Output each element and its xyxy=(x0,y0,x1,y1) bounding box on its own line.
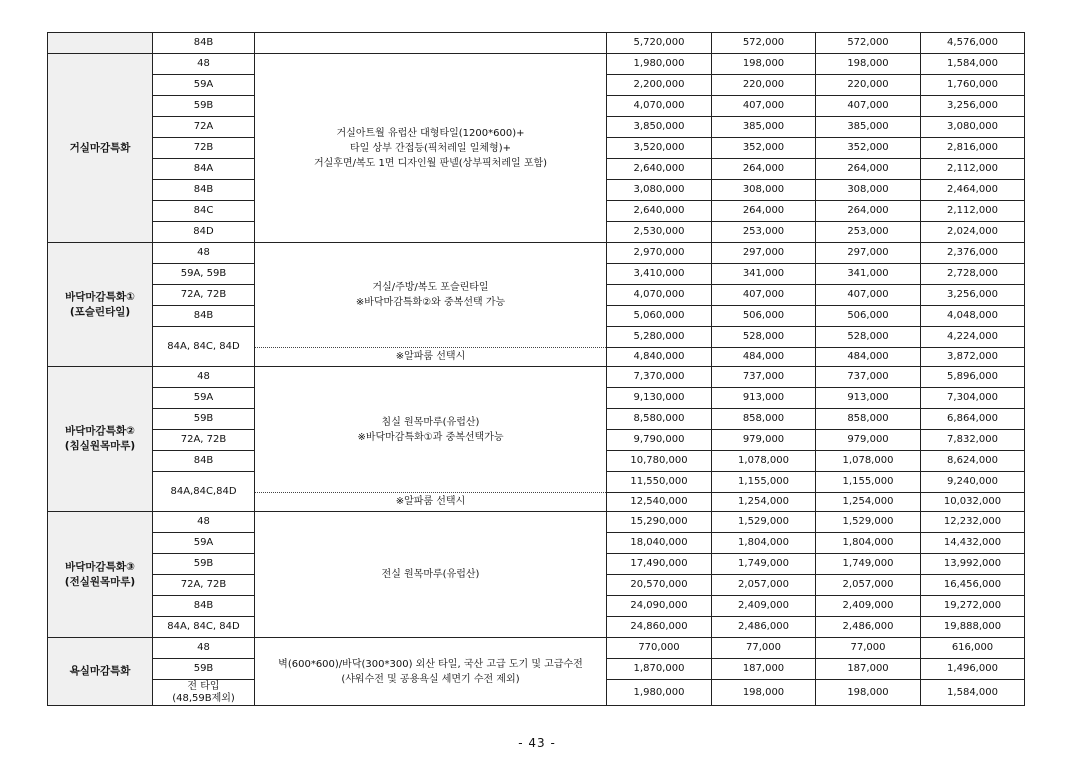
price-cell: 858,000 xyxy=(712,409,816,430)
price-cell: 2,816,000 xyxy=(921,138,1025,159)
price-cell: 528,000 xyxy=(816,327,921,348)
price-cell: 1,749,000 xyxy=(816,554,921,575)
price-cell: 9,130,000 xyxy=(607,388,712,409)
price-cell: 1,155,000 xyxy=(816,472,921,493)
price-cell: 198,000 xyxy=(712,54,816,75)
price-cell: 1,078,000 xyxy=(816,451,921,472)
price-cell: 1,254,000 xyxy=(712,493,816,512)
price-cell: 2,464,000 xyxy=(921,180,1025,201)
price-cell: 2,200,000 xyxy=(607,75,712,96)
price-cell: 187,000 xyxy=(712,659,816,680)
price-cell: 8,624,000 xyxy=(921,451,1025,472)
unit-type-cell: 전 타입 (48,59B제외) xyxy=(153,680,255,706)
item-description xyxy=(255,512,607,638)
price-cell: 2,057,000 xyxy=(816,575,921,596)
price-cell: 2,112,000 xyxy=(921,201,1025,222)
price-cell: 4,840,000 xyxy=(607,348,712,367)
description-line: (샤워수전 및 공용욕실 세면기 수전 제외) xyxy=(341,673,520,685)
price-cell: 2,057,000 xyxy=(712,575,816,596)
price-cell: 14,432,000 xyxy=(921,533,1025,554)
price-cell: 1,584,000 xyxy=(921,54,1025,75)
price-cell: 2,024,000 xyxy=(921,222,1025,243)
price-cell: 12,232,000 xyxy=(921,512,1025,533)
price-cell: 341,000 xyxy=(816,264,921,285)
price-cell: 5,280,000 xyxy=(607,327,712,348)
price-cell: 385,000 xyxy=(816,117,921,138)
unit-type-cell: 59B xyxy=(153,554,255,575)
price-cell: 913,000 xyxy=(816,388,921,409)
price-cell: 308,000 xyxy=(816,180,921,201)
price-cell: 198,000 xyxy=(816,54,921,75)
table-row xyxy=(48,367,1025,388)
price-cell: 385,000 xyxy=(712,117,816,138)
table-row xyxy=(48,638,1025,659)
unit-type-cell: 48 xyxy=(153,54,255,75)
item-description xyxy=(255,54,607,243)
price-cell: 352,000 xyxy=(712,138,816,159)
price-cell: 7,370,000 xyxy=(607,367,712,388)
description-line: 거실아트월 유럽산 대형타일(1200*600)+ xyxy=(336,127,525,139)
category-cell: 바닥마감특화① (포슬린타일) xyxy=(48,243,153,367)
table-row xyxy=(48,33,1025,54)
unit-type-cell: 59A xyxy=(153,533,255,554)
price-cell: 1,980,000 xyxy=(607,54,712,75)
price-cell: 572,000 xyxy=(816,33,921,54)
price-cell: 1,155,000 xyxy=(712,472,816,493)
price-cell: 198,000 xyxy=(712,680,816,706)
price-cell: 528,000 xyxy=(712,327,816,348)
price-cell: 24,860,000 xyxy=(607,617,712,638)
category-cell: 바닥마감특화③ (전실원목마루) xyxy=(48,512,153,638)
price-cell: 737,000 xyxy=(816,367,921,388)
category-cell: 욕실마감특화 xyxy=(48,638,153,706)
table-row xyxy=(48,243,1025,264)
item-description xyxy=(255,367,607,493)
price-cell: 253,000 xyxy=(712,222,816,243)
price-cell: 979,000 xyxy=(712,430,816,451)
price-cell: 264,000 xyxy=(816,201,921,222)
price-cell: 24,090,000 xyxy=(607,596,712,617)
price-cell: 407,000 xyxy=(712,285,816,306)
price-cell: 2,640,000 xyxy=(607,201,712,222)
description-line: 타일 상부 간접등(픽처레일 일체형)+ xyxy=(350,142,511,154)
table-row xyxy=(48,54,1025,75)
price-cell: 220,000 xyxy=(712,75,816,96)
price-cell: 19,888,000 xyxy=(921,617,1025,638)
price-cell: 770,000 xyxy=(607,638,712,659)
price-cell: 5,720,000 xyxy=(607,33,712,54)
price-cell: 2,530,000 xyxy=(607,222,712,243)
price-cell: 484,000 xyxy=(816,348,921,367)
item-description xyxy=(255,638,607,706)
price-cell: 1,584,000 xyxy=(921,680,1025,706)
price-cell: 264,000 xyxy=(712,159,816,180)
price-cell: 5,060,000 xyxy=(607,306,712,327)
price-cell: 506,000 xyxy=(712,306,816,327)
description-line: ※바닥마감특화②와 중복선택 가능 xyxy=(355,297,506,308)
unit-type-cell: 59A xyxy=(153,75,255,96)
category-cell xyxy=(48,33,153,54)
price-cell: 10,032,000 xyxy=(921,493,1025,512)
price-cell: 297,000 xyxy=(816,243,921,264)
price-cell: 1,496,000 xyxy=(921,659,1025,680)
price-cell: 264,000 xyxy=(816,159,921,180)
price-cell: 1,529,000 xyxy=(712,512,816,533)
price-cell: 858,000 xyxy=(816,409,921,430)
price-cell: 4,576,000 xyxy=(921,33,1025,54)
price-cell: 308,000 xyxy=(712,180,816,201)
price-cell: 297,000 xyxy=(712,243,816,264)
price-cell: 198,000 xyxy=(816,680,921,706)
price-cell: 2,409,000 xyxy=(816,596,921,617)
price-cell: 20,570,000 xyxy=(607,575,712,596)
category-cell: 바닥마감특화② (침실원목마루) xyxy=(48,367,153,512)
description-line: 침실 원목마루(유럽산) xyxy=(381,416,480,428)
unit-type-cell: 48 xyxy=(153,512,255,533)
price-cell: 2,486,000 xyxy=(712,617,816,638)
price-cell: 484,000 xyxy=(712,348,816,367)
unit-type-cell: 84A, 84C, 84D xyxy=(153,617,255,638)
price-cell: 1,254,000 xyxy=(816,493,921,512)
price-cell: 9,240,000 xyxy=(921,472,1025,493)
page-number: - 43 - xyxy=(518,736,556,750)
price-cell: 1,980,000 xyxy=(607,680,712,706)
price-cell: 13,992,000 xyxy=(921,554,1025,575)
unit-type-cell: 84B xyxy=(153,180,255,201)
unit-type-cell: 48 xyxy=(153,243,255,264)
price-cell: 3,520,000 xyxy=(607,138,712,159)
price-cell: 10,780,000 xyxy=(607,451,712,472)
price-cell: 4,048,000 xyxy=(921,306,1025,327)
price-cell: 3,256,000 xyxy=(921,96,1025,117)
price-cell: 220,000 xyxy=(816,75,921,96)
unit-type-cell: 59B xyxy=(153,659,255,680)
unit-type-cell: 72A, 72B xyxy=(153,430,255,451)
price-cell: 1,870,000 xyxy=(607,659,712,680)
price-cell: 8,580,000 xyxy=(607,409,712,430)
price-cell: 341,000 xyxy=(712,264,816,285)
description-line: 거실/주방/복도 포슬린타일 xyxy=(372,282,489,293)
price-cell: 5,896,000 xyxy=(921,367,1025,388)
price-cell: 264,000 xyxy=(712,201,816,222)
price-cell: 17,490,000 xyxy=(607,554,712,575)
price-cell: 1,529,000 xyxy=(816,512,921,533)
price-cell: 7,832,000 xyxy=(921,430,1025,451)
price-cell: 572,000 xyxy=(712,33,816,54)
price-cell: 407,000 xyxy=(712,96,816,117)
unit-type-cell: 59B xyxy=(153,409,255,430)
price-cell: 2,409,000 xyxy=(712,596,816,617)
price-cell: 15,290,000 xyxy=(607,512,712,533)
price-cell: 2,728,000 xyxy=(921,264,1025,285)
unit-type-cell: 84D xyxy=(153,222,255,243)
unit-type-cell: 84C xyxy=(153,201,255,222)
unit-type-cell: 84B xyxy=(153,33,255,54)
price-cell: 3,850,000 xyxy=(607,117,712,138)
price-cell: 4,070,000 xyxy=(607,285,712,306)
description-line: 전실 원목마루(유럽산) xyxy=(381,569,480,580)
price-cell: 2,640,000 xyxy=(607,159,712,180)
option-price-table xyxy=(47,32,1025,706)
unit-type-cell: 84B xyxy=(153,306,255,327)
price-cell: 913,000 xyxy=(712,388,816,409)
price-cell: 2,376,000 xyxy=(921,243,1025,264)
unit-type-cell: 72A, 72B xyxy=(153,575,255,596)
price-cell: 1,749,000 xyxy=(712,554,816,575)
price-cell: 1,804,000 xyxy=(712,533,816,554)
price-cell: 3,080,000 xyxy=(921,117,1025,138)
price-cell: 979,000 xyxy=(816,430,921,451)
unit-type-cell: 48 xyxy=(153,367,255,388)
price-cell: 1,760,000 xyxy=(921,75,1025,96)
price-cell: 737,000 xyxy=(712,367,816,388)
price-cell: 1,078,000 xyxy=(712,451,816,472)
price-cell: 2,970,000 xyxy=(607,243,712,264)
price-cell: 16,456,000 xyxy=(921,575,1025,596)
price-cell: 12,540,000 xyxy=(607,493,712,512)
price-cell: 253,000 xyxy=(816,222,921,243)
price-cell: 18,040,000 xyxy=(607,533,712,554)
price-cell: 3,080,000 xyxy=(607,180,712,201)
price-cell: 4,224,000 xyxy=(921,327,1025,348)
price-cell: 3,410,000 xyxy=(607,264,712,285)
unit-type-cell: 48 xyxy=(153,638,255,659)
item-description xyxy=(255,33,607,54)
unit-type-cell: 84A, 84C, 84D xyxy=(153,327,255,367)
price-cell: 7,304,000 xyxy=(921,388,1025,409)
price-cell: 77,000 xyxy=(816,638,921,659)
unit-type-cell: 72A, 72B xyxy=(153,285,255,306)
table-row xyxy=(48,512,1025,533)
description-line: 거실후면/복도 1면 디자인월 판넬(상부픽처레일 포함) xyxy=(313,157,548,169)
description-line: ※바닥마감특화①과 중복선택가능 xyxy=(357,431,504,443)
price-cell: 77,000 xyxy=(712,638,816,659)
price-cell: 407,000 xyxy=(816,285,921,306)
category-cell: 거실마감특화 xyxy=(48,54,153,243)
description-line: 벽(600*600)/바닥(300*300) 외산 타일, 국산 고급 도기 및 고급수전 xyxy=(278,658,583,670)
unit-type-cell: 84B xyxy=(153,451,255,472)
price-cell: 11,550,000 xyxy=(607,472,712,493)
price-cell: 3,256,000 xyxy=(921,285,1025,306)
price-cell: 9,790,000 xyxy=(607,430,712,451)
price-cell: 407,000 xyxy=(816,96,921,117)
price-cell: 2,486,000 xyxy=(816,617,921,638)
price-cell: 4,070,000 xyxy=(607,96,712,117)
unit-type-cell: 84B xyxy=(153,596,255,617)
unit-type-cell: 72B xyxy=(153,138,255,159)
price-cell: 2,112,000 xyxy=(921,159,1025,180)
unit-type-cell: 84A xyxy=(153,159,255,180)
unit-type-cell: 59A xyxy=(153,388,255,409)
price-cell: 352,000 xyxy=(816,138,921,159)
unit-type-cell: 72A xyxy=(153,117,255,138)
price-cell: 506,000 xyxy=(816,306,921,327)
price-cell: 187,000 xyxy=(816,659,921,680)
option-note-cell: ※알파룸 선택시 xyxy=(255,493,607,512)
price-cell: 6,864,000 xyxy=(921,409,1025,430)
price-cell: 1,804,000 xyxy=(816,533,921,554)
unit-type-cell: 84A,84C,84D xyxy=(153,472,255,512)
unit-type-cell: 59A, 59B xyxy=(153,264,255,285)
item-description xyxy=(255,243,607,348)
unit-type-cell: 59B xyxy=(153,96,255,117)
price-cell: 3,872,000 xyxy=(921,348,1025,367)
price-cell: 616,000 xyxy=(921,638,1025,659)
price-cell: 19,272,000 xyxy=(921,596,1025,617)
option-note-cell: ※알파룸 선택시 xyxy=(255,348,607,367)
